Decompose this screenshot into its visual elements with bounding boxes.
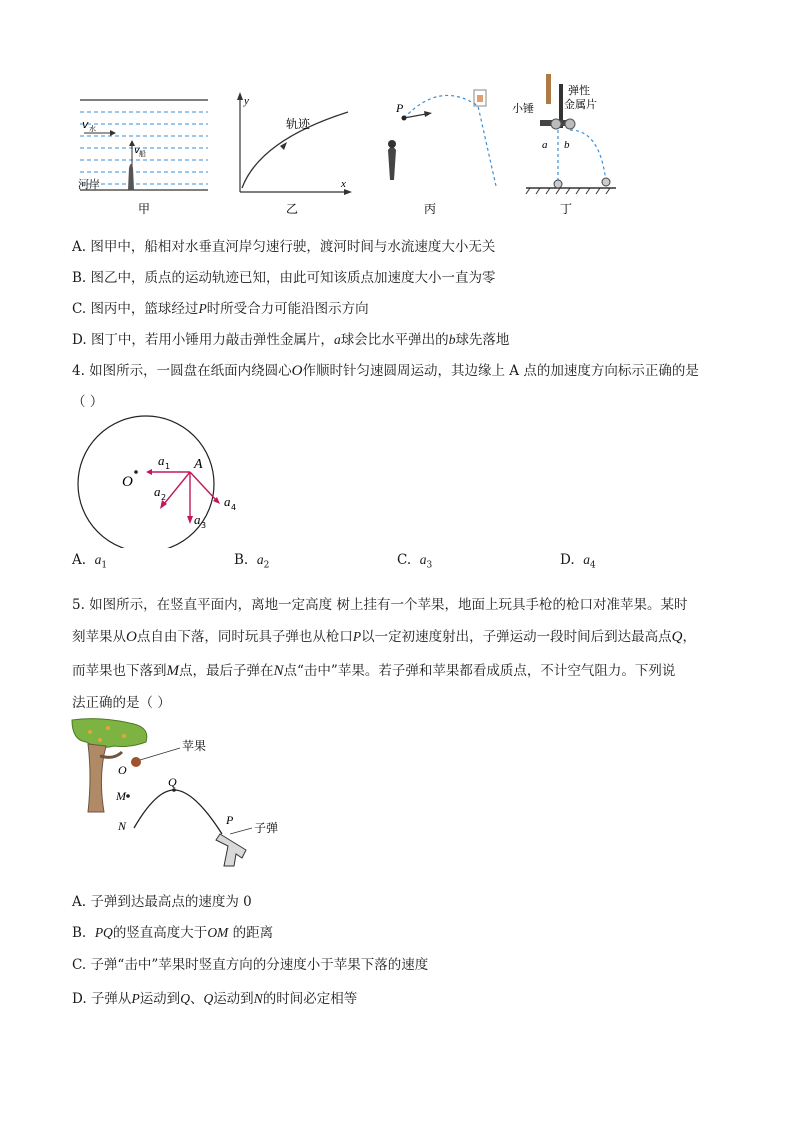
q5-stem-line2: 刻苹果从O点自由下落，同时玩具子弹也从枪口P以一定初速度射出，子弹运动一段时间后到达最高点Q，	[72, 629, 696, 645]
q5-stem-line1: 5. 如图所示，在竖直平面内，离地一定高度 树上挂有一个苹果，地面上玩具手枪的枪口对准苹果。某时	[72, 597, 688, 613]
svg-text:a: a	[542, 139, 548, 151]
svg-text:Q: Q	[168, 775, 177, 789]
figure-ding	[512, 74, 616, 194]
q5-stem-line3: 而苹果也下落到M点，最后子弹在N点“击中”苹果。若子弹和苹果都看成质点，不计空气阻力。下列说	[72, 663, 676, 679]
arrow-a2	[164, 472, 190, 504]
svg-text:v: v	[134, 145, 140, 156]
ball-path	[404, 95, 496, 186]
q3-option-c[interactable]: C. 图丙中，篮球经过P时所受合力可能沿图示方向	[72, 301, 369, 317]
q3-option-a[interactable]: A. 图甲中，船相对水垂直河岸匀速行驶，渡河时间与水流速度大小无关	[72, 239, 496, 255]
svg-text:2: 2	[161, 493, 167, 502]
river-bank-label: 河岸	[78, 178, 100, 191]
svg-text:M: M	[116, 789, 126, 803]
svg-text:a: a	[158, 453, 165, 468]
q5-stem-line4: 法正确的是（ ）	[72, 695, 171, 711]
arrow-a4	[190, 472, 216, 500]
figure-jia	[78, 100, 208, 191]
q4-option-c[interactable]: C. $a_3$	[397, 552, 433, 571]
q3-option-d[interactable]: D. 图丁中，若用小锤用力敲击弹性金属片，a球会比水平弹出的b球先落地	[72, 332, 510, 348]
svg-text:金属片: 金属片	[564, 98, 597, 111]
svg-text:P: P	[396, 101, 404, 115]
svg-text:b: b	[564, 139, 570, 151]
svg-text:轨迹: 轨迹	[286, 117, 311, 131]
svg-text:a: a	[154, 484, 161, 499]
figure-yi	[237, 92, 352, 195]
svg-text:x: x	[341, 178, 346, 190]
svg-text:1: 1	[165, 462, 171, 471]
svg-text:小锤: 小锤	[512, 102, 534, 115]
hammer-icon	[546, 74, 551, 104]
v-water-label: v	[82, 118, 89, 131]
player-icon	[388, 147, 396, 180]
q4-option-b[interactable]: B. $a_2$	[234, 552, 270, 571]
svg-text:a: a	[224, 494, 231, 509]
q4-option-a[interactable]: A. $a_1$	[72, 552, 108, 571]
svg-text:a: a	[194, 512, 201, 527]
q3-option-b[interactable]: B. 图乙中，质点的运动轨迹已知，由此可知该质点加速度大小一直为零	[72, 270, 496, 286]
svg-text:4: 4	[231, 503, 237, 512]
caption-bing: 丙	[424, 202, 437, 216]
q4-circle-figure	[66, 408, 266, 548]
caption-yi: 乙	[286, 202, 299, 216]
figure-bing	[388, 90, 496, 186]
svg-text:苹果: 苹果	[182, 739, 207, 753]
svg-text:弹性: 弹性	[568, 84, 590, 97]
svg-text:子弹: 子弹	[254, 821, 279, 835]
svg-text:O: O	[122, 474, 133, 490]
svg-text:船: 船	[139, 150, 146, 158]
boat-icon	[128, 164, 134, 190]
q3-figure-row	[70, 70, 630, 220]
disc-circle	[78, 416, 214, 548]
q5-option-d[interactable]: D. 子弹从P运动到Q、Q运动到N的时间必定相等	[72, 991, 358, 1007]
apple-icon	[131, 757, 141, 767]
svg-text:3: 3	[201, 521, 207, 530]
svg-text:N: N	[118, 819, 127, 833]
svg-text:水: 水	[89, 125, 96, 133]
q4-stem-line2: （ ）	[72, 394, 104, 410]
caption-ding: 丁	[560, 202, 573, 216]
q5-option-b[interactable]: B. PQ的竖直高度大于OM 的距离	[72, 925, 274, 941]
q4-stem-line1: 4. 如图所示，一圆盘在纸面内绕圆心O作顺时针匀速圆周运动，其边缘上 A 点的加速度方向标示正确的是	[72, 363, 699, 379]
svg-text:P: P	[226, 813, 234, 827]
toy-gun-icon	[216, 834, 246, 866]
svg-text:A: A	[194, 457, 203, 472]
bullet-path	[134, 790, 222, 834]
caption-jia: 甲	[138, 202, 151, 216]
q5-option-c[interactable]: C. 子弹“击中”苹果时竖直方向的分速度小于苹果下落的速度	[72, 957, 429, 973]
q4-option-d[interactable]: D. $a_4$	[560, 552, 596, 571]
q5-option-a[interactable]: A. 子弹到达最高点的速度为 0	[72, 894, 252, 910]
q5-figure	[70, 716, 310, 880]
svg-text:y: y	[244, 95, 249, 107]
center-dot	[134, 470, 138, 474]
svg-text:O: O	[118, 763, 127, 777]
